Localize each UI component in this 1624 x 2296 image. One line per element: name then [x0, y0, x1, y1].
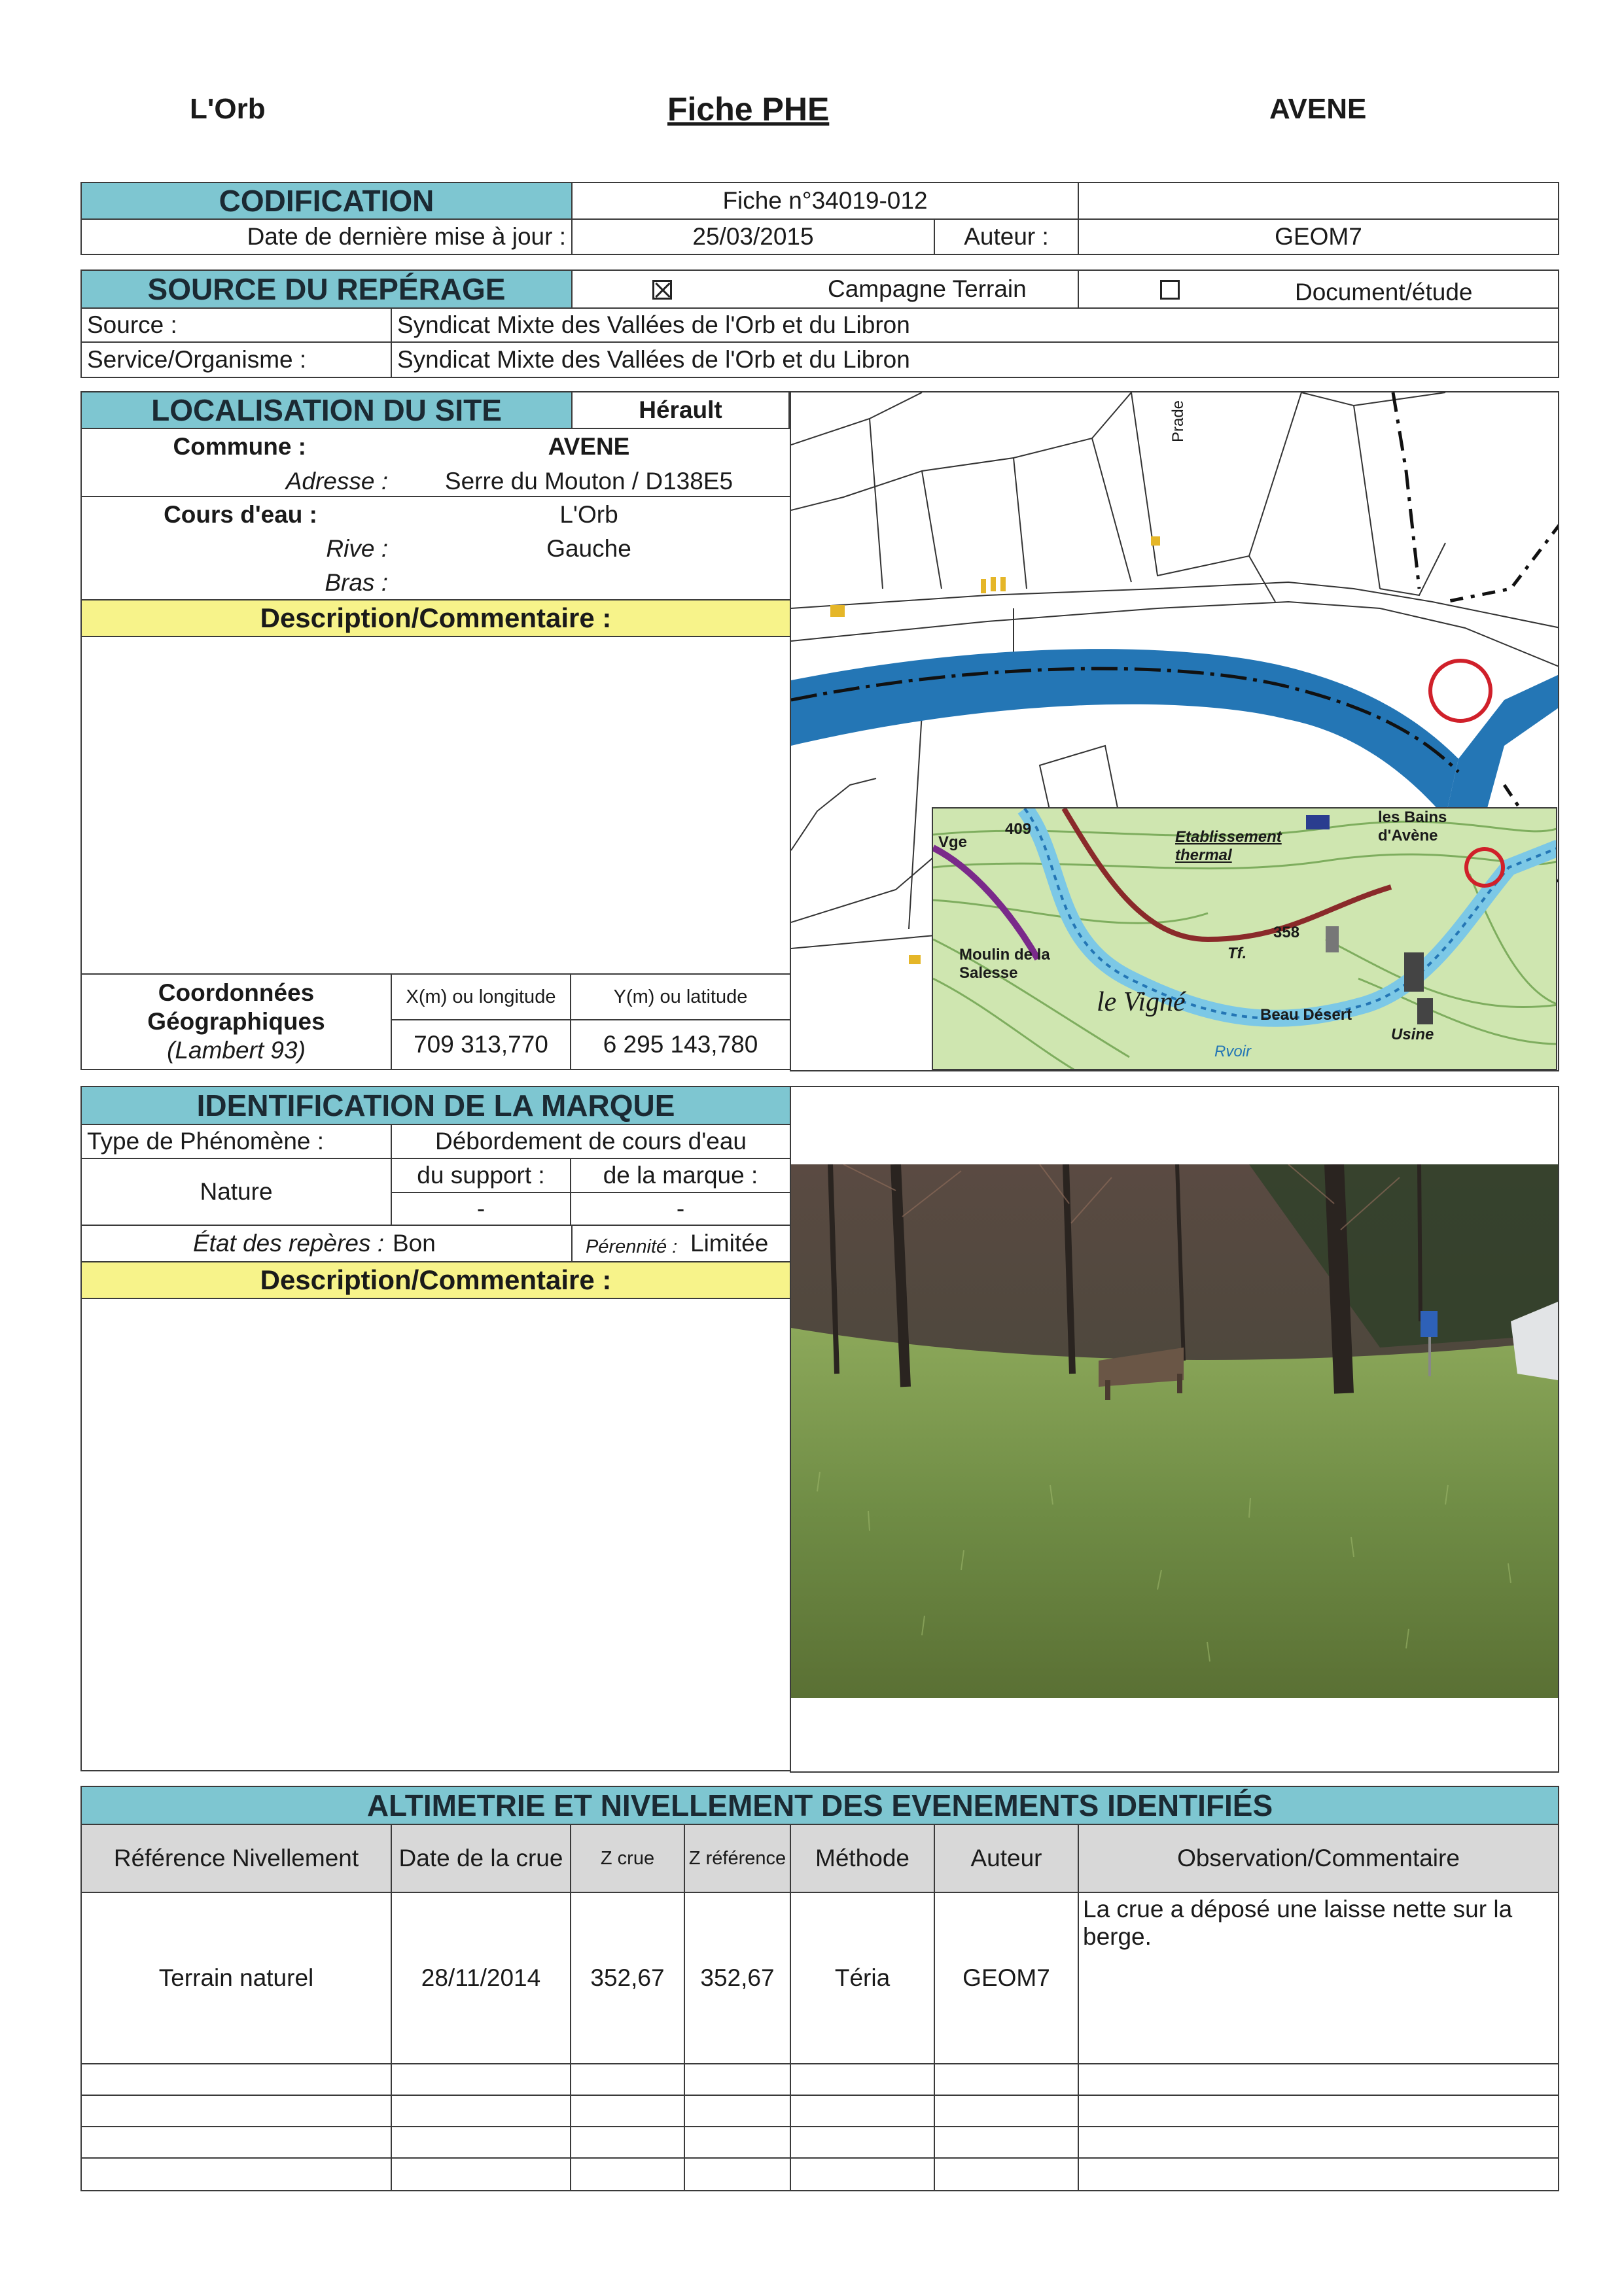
map-label-409: 409	[1005, 820, 1032, 838]
service-label: Service/Organisme :	[80, 341, 392, 378]
marque-value: -	[570, 1192, 791, 1226]
empty-cell	[934, 2063, 1079, 2096]
perennite-row	[571, 1225, 791, 1262]
author-label: Auteur :	[934, 218, 1079, 255]
option-campagne-label: Campagne Terrain	[828, 275, 1027, 302]
empty-cell	[790, 2095, 935, 2127]
localisation-description-heading: Description/Commentaire :	[80, 599, 791, 637]
empty-cell	[1078, 2157, 1559, 2191]
coordinates-label	[80, 973, 392, 1070]
empty-cell	[934, 2095, 1079, 2127]
rive-value: Gauche	[546, 535, 631, 562]
map-label-beau-desert: Beau Désert	[1260, 1006, 1352, 1024]
cell-z-reference: 352,67	[684, 1892, 791, 2064]
empty-cell	[1078, 2126, 1559, 2159]
col-z-reference: Z référence	[684, 1824, 791, 1893]
map-label-rvoir: Rvoir	[1214, 1043, 1252, 1060]
nature-label: Nature	[80, 1158, 392, 1226]
service-value: Syndicat Mixte des Vallées de l'Orb et du Libron	[391, 341, 1559, 378]
etat-reperes-label: État des repères :	[193, 1230, 385, 1257]
localisation-heading: LOCALISATION DU SITE	[80, 391, 573, 429]
identification-description-heading: Description/Commentaire :	[80, 1261, 791, 1299]
empty-cell	[684, 2157, 791, 2191]
fiche-number: Fiche n°34019-012	[571, 182, 1079, 220]
cell-z-crue: 352,67	[570, 1892, 685, 2064]
col-reference-nivellement: Référence Nivellement	[80, 1824, 392, 1893]
etat-reperes-row	[80, 1225, 573, 1262]
empty-cell	[391, 2157, 571, 2191]
localisation-description-area[interactable]	[80, 636, 791, 973]
y-coordinate-value: 6 295 143,780	[570, 1019, 791, 1070]
bras-label: Bras :	[325, 569, 388, 596]
cell-date-crue: 28/11/2014	[391, 1892, 571, 2064]
empty-cell	[391, 2095, 571, 2127]
adresse-value: Serre du Mouton / D138E5	[444, 468, 733, 495]
map-marker-circle-icon	[1430, 661, 1491, 721]
inset-marker-circle-icon	[1466, 849, 1503, 886]
empty-cell	[80, 2063, 392, 2096]
coord-label-line1: Coordonnées	[158, 979, 315, 1006]
source-value: Syndicat Mixte des Vallées de l'Orb et du Libron	[391, 307, 1559, 343]
map-label-prade: Prade	[1169, 400, 1188, 443]
map-label-tf: Tf.	[1227, 945, 1247, 962]
option-document-etude[interactable]	[1078, 270, 1559, 309]
adresse-label: Adresse :	[285, 468, 388, 495]
coord-label-line3: (Lambert 93)	[167, 1037, 306, 1064]
identification-description-area[interactable]	[80, 1298, 791, 1771]
cours-label: Cours d'eau :	[164, 501, 317, 528]
cell-observation: La crue a déposé une laisse nette sur la berge.	[1078, 1892, 1559, 2064]
empty-cell	[391, 2126, 571, 2159]
coord-label-line2: Géographiques	[147, 1008, 325, 1035]
thermal-building-icon	[1306, 815, 1330, 829]
topographic-map-inset	[932, 807, 1557, 1070]
col-methode: Méthode	[790, 1824, 935, 1893]
map-label-vigne: le Vigné	[1097, 987, 1186, 1017]
commune-header: AVENE	[1269, 93, 1367, 125]
empty-cell	[80, 2095, 392, 2127]
x-coordinate-label: X(m) ou longitude	[391, 973, 571, 1020]
cell-methode: Téria	[790, 1892, 935, 2064]
identification-heading: IDENTIFICATION DE LA MARQUE	[80, 1086, 791, 1125]
empty-cell	[934, 2126, 1079, 2159]
empty-cell	[570, 2157, 685, 2191]
checkbox-checked-icon[interactable]	[652, 280, 672, 300]
marque-label: de la marque :	[570, 1158, 791, 1193]
col-z-crue: Z crue	[570, 1824, 685, 1893]
empty-cell	[570, 2063, 685, 2096]
divider	[80, 496, 791, 497]
phenomene-type-label: Type de Phénomène :	[80, 1124, 392, 1159]
option-document-label: Document/étude	[1295, 279, 1473, 305]
support-value: -	[391, 1192, 571, 1226]
option-campagne-terrain[interactable]	[571, 270, 1079, 309]
road-sign-icon	[1421, 1311, 1438, 1337]
site-photo-drawing	[791, 1164, 1558, 1698]
empty-cell	[570, 2126, 685, 2159]
perennite-value: Limitée	[690, 1230, 769, 1257]
y-coordinate-label: Y(m) ou latitude	[570, 973, 791, 1020]
phenomene-type-value: Débordement de cours d'eau	[391, 1124, 791, 1159]
author-value: GEOM7	[1078, 218, 1559, 255]
map-label-bains: les Bains d'Avène	[1378, 809, 1447, 844]
empty-cell	[684, 2095, 791, 2127]
empty-cell	[1078, 2095, 1559, 2127]
update-date: 25/03/2015	[571, 218, 935, 255]
empty-cell	[1078, 2063, 1559, 2096]
update-date-label: Date de dernière mise à jour :	[80, 218, 573, 255]
empty-cell	[790, 2063, 935, 2096]
col-observation: Observation/Commentaire	[1078, 1824, 1559, 1893]
codification-heading: CODIFICATION	[80, 182, 573, 220]
commune-label: Commune :	[173, 433, 306, 460]
cell-reference: Terrain naturel	[80, 1892, 392, 2064]
col-date-crue: Date de la crue	[391, 1824, 571, 1893]
empty-cell	[570, 2095, 685, 2127]
empty-cell	[391, 2063, 571, 2096]
page-title: Fiche PHE	[667, 91, 830, 128]
empty-cell	[790, 2126, 935, 2159]
codification-empty-cell	[1078, 182, 1559, 220]
empty-cell	[934, 2157, 1079, 2191]
site-photo	[791, 1164, 1558, 1698]
col-auteur: Auteur	[934, 1824, 1079, 1893]
source-label: Source :	[80, 307, 392, 343]
empty-cell	[684, 2126, 791, 2159]
map-label-moulin: Moulin de la Salesse	[959, 946, 1050, 982]
altimetrie-heading: ALTIMETRIE ET NIVELLEMENT DES EVENEMENTS IDENTIFIÉS	[80, 1786, 1559, 1825]
empty-cell	[790, 2157, 935, 2191]
cours-value: L'Orb	[559, 501, 618, 528]
rive-label: Rive :	[326, 535, 388, 562]
empty-cell	[80, 2126, 392, 2159]
x-coordinate-value: 709 313,770	[391, 1019, 571, 1070]
etat-reperes-value: Bon	[393, 1230, 436, 1257]
department: Hérault	[571, 391, 790, 429]
map-label-vge: Vge	[938, 833, 968, 851]
empty-cell	[80, 2157, 392, 2191]
map-label-usine: Usine	[1391, 1026, 1434, 1043]
cell-auteur: GEOM7	[934, 1892, 1079, 2064]
river-name: L'Orb	[190, 93, 266, 125]
perennite-label: Pérennité :	[586, 1236, 678, 1257]
empty-cell	[684, 2063, 791, 2096]
source-heading: SOURCE DU REPÉRAGE	[80, 270, 573, 309]
checkbox-empty-icon[interactable]	[1160, 280, 1180, 300]
map-label-358: 358	[1273, 924, 1300, 941]
map-label-etablissement: Etablissement thermal	[1175, 828, 1282, 864]
support-label: du support :	[391, 1158, 571, 1193]
photo-frame	[790, 1086, 1559, 1773]
commune-value: AVENE	[548, 433, 630, 460]
